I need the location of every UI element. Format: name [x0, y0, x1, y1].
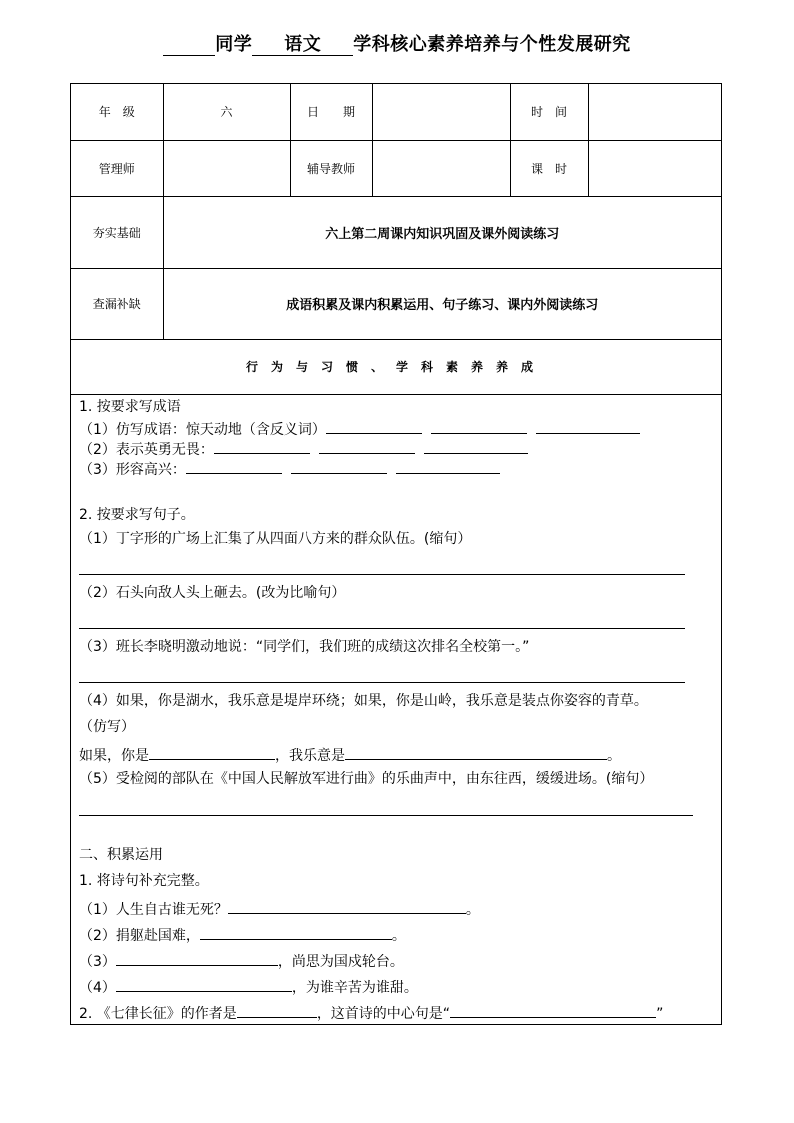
part2-title: 二、积累运用	[79, 847, 163, 863]
p2-q1-3-start: （3）	[79, 954, 116, 970]
info-table	[71, 84, 721, 395]
p2-q1-2-line	[79, 924, 406, 945]
p2-q1-1-end: 。	[465, 902, 480, 918]
grade-value: 六	[163, 84, 290, 140]
p2-q2-line	[79, 1002, 663, 1023]
grade-blank	[252, 37, 284, 56]
q1-3-blank-1[interactable]	[186, 458, 282, 474]
q1-3-text: （3）形容高兴：	[79, 462, 186, 478]
period-label: 课 时	[510, 140, 588, 196]
q2-4-c: 。	[607, 748, 621, 764]
q2-5-answer-line[interactable]	[79, 815, 693, 816]
q2-1-text: （1）丁字形的广场上汇集了从四面八方来的群众队伍。(缩句）	[79, 531, 472, 547]
time-value[interactable]	[588, 84, 721, 140]
date-label: 日 期	[290, 84, 372, 140]
q1-3-blank-2[interactable]	[291, 458, 387, 474]
q1-1-blank-3[interactable]	[536, 418, 640, 434]
date-value[interactable]	[372, 84, 510, 140]
p2-q1-3-end: ，尚思为国戍轮台。	[277, 954, 404, 970]
title-student: 同学	[215, 34, 253, 55]
p2-q1-3-line	[79, 950, 404, 971]
q1-2-text: （2）表示英勇无畏：	[79, 442, 214, 458]
q2-4-fill-line	[79, 744, 621, 765]
manager-value[interactable]	[163, 140, 290, 196]
q2-3-answer-line[interactable]	[79, 682, 685, 683]
q1-3-blank-3[interactable]	[396, 458, 500, 474]
q2-5-text: （5）受检阅的部队在《中国人民解放军进行曲》的乐曲声中，由东往西，缓缓进场。(缩句）	[79, 771, 654, 787]
q2-4-text: （4）如果，你是湖水，我乐意是堤岸环绕；如果，你是山岭，我乐意是装点你姿容的青草。	[79, 693, 648, 709]
q2-4-blank-1[interactable]	[149, 744, 275, 760]
q1-1-text: （1）仿写成语：惊天动地（含反义词）	[79, 422, 326, 438]
p2-q1-2-text: （2）捐躯赴国难，	[79, 928, 200, 944]
q2-4-b: ，我乐意是	[275, 748, 345, 764]
tutor-label: 辅导教师	[290, 140, 372, 196]
gap-label: 查漏补缺	[71, 268, 163, 339]
q1-1-blank-2[interactable]	[431, 418, 527, 434]
q1-1-line	[79, 418, 640, 439]
p2-q2-center-blank[interactable]	[450, 1002, 656, 1018]
p2-q2-a: 2. 《七律长征》的作者是	[79, 1006, 237, 1022]
q1-3-line	[79, 458, 500, 479]
p2-q1-3-blank[interactable]	[116, 950, 278, 966]
p2-q1-1-text: （1）人生自古谁无死？	[79, 902, 228, 918]
p2-q1-4-line	[79, 976, 418, 997]
q2-2-answer-line[interactable]	[79, 628, 685, 629]
q1-2-blank-1[interactable]	[214, 438, 310, 454]
q1-1-blank-1[interactable]	[326, 418, 422, 434]
q2-3-text: （3）班长李晓明激动地说：“同学们，我们班的成绩这次排名全校第一。”	[79, 639, 530, 655]
p2-q2-author-blank[interactable]	[237, 1002, 317, 1018]
tutor-value[interactable]	[372, 140, 510, 196]
time-label: 时 间	[510, 84, 588, 140]
q2-title: 2. 按要求写句子。	[79, 507, 195, 523]
q1-2-blank-3[interactable]	[424, 438, 528, 454]
q1-2-blank-2[interactable]	[319, 438, 415, 454]
name-blank	[163, 37, 215, 56]
foundation-label: 夯实基础	[71, 196, 163, 268]
worksheet-frame	[70, 83, 722, 1025]
q1-title: 1. 按要求写成语	[79, 399, 181, 415]
period-value[interactable]	[588, 140, 721, 196]
p2-q1-4-start: （4）	[79, 980, 116, 996]
p2-q1-title: 1. 将诗句补充完整。	[79, 873, 209, 889]
p2-q2-b: ，这首诗的中心句是“	[316, 1006, 451, 1022]
title-rest: 学科核心素养培养与个性发展研究	[353, 34, 631, 55]
q2-4-blank-2[interactable]	[345, 744, 607, 760]
p2-q1-1-blank[interactable]	[228, 898, 466, 914]
p2-q1-4-blank[interactable]	[116, 976, 292, 992]
p2-q1-4-end: ，为谁辛苦为谁甜。	[291, 980, 418, 996]
foundation-content: 六上第二周课内知识巩固及课外阅读练习	[163, 196, 721, 268]
gap-content: 成语积累及课内积累运用、句子练习、课内外阅读练习	[163, 268, 721, 339]
q2-1-answer-line[interactable]	[79, 574, 685, 575]
q1-2-line	[79, 438, 528, 459]
subject-blank	[321, 37, 353, 56]
q2-4-a: 如果，你是	[79, 748, 149, 764]
page-title	[0, 30, 794, 56]
p2-q2-c: ”	[656, 1006, 664, 1022]
p2-q1-1-line	[79, 898, 480, 919]
q2-2-text: （2）石头向敌人头上砸去。(改为比喻句）	[79, 585, 346, 601]
title-subject: 语文	[284, 34, 322, 55]
manager-label: 管理师	[71, 140, 163, 196]
p2-q1-2-end: 。	[391, 928, 406, 944]
p2-q1-2-blank[interactable]	[200, 924, 392, 940]
q2-4-note: （仿写）	[79, 719, 135, 735]
grade-label: 年 级	[71, 84, 163, 140]
section-heading: 行为与习惯、学科素养养成	[71, 339, 721, 394]
